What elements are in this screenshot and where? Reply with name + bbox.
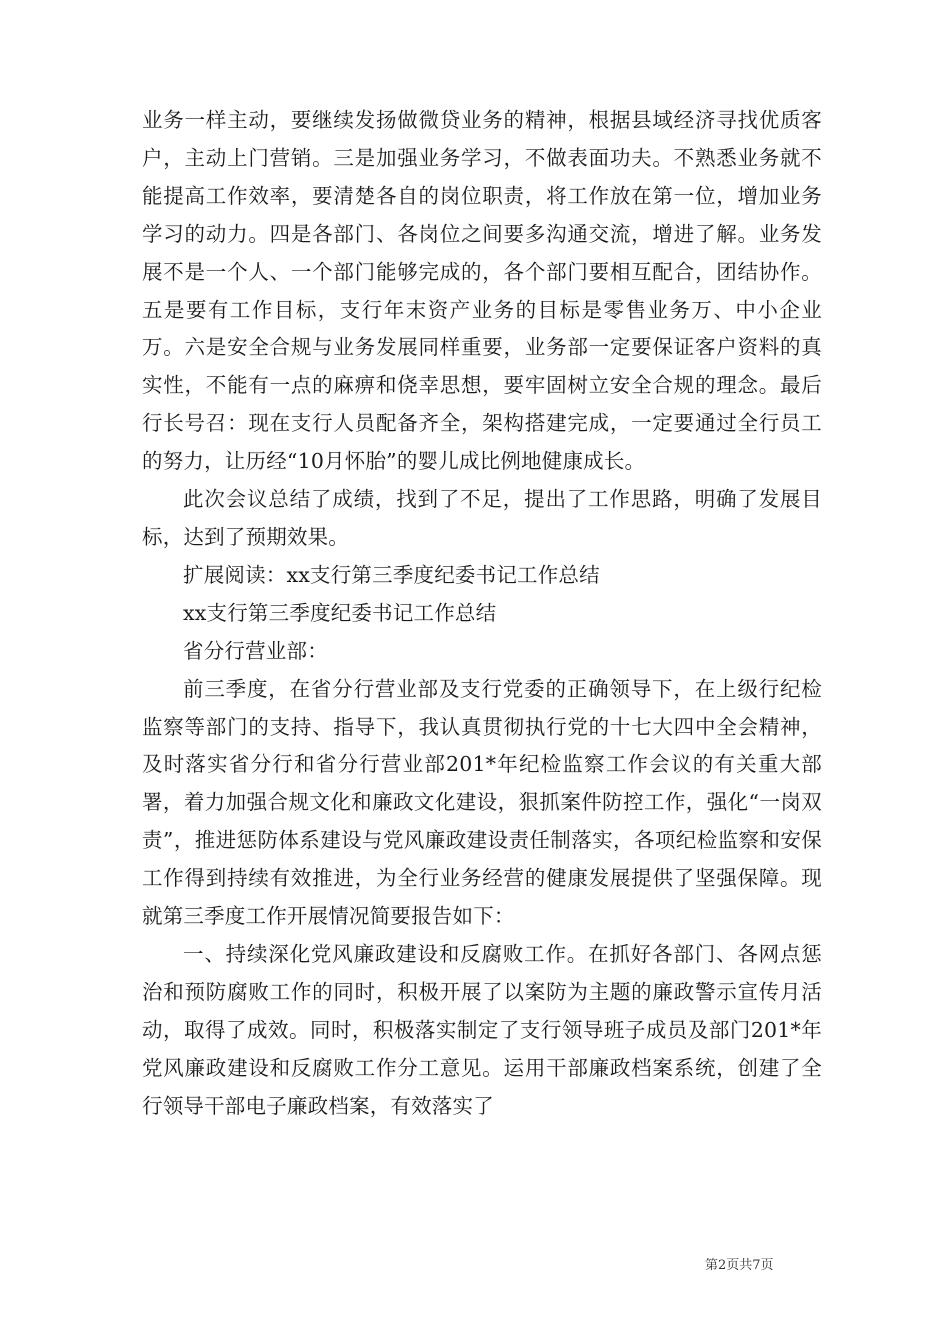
paragraph-intro: 前三季度，在省分行营业部及支行党委的正确领导下，在上级行纪检监察等部门的支持、指导下，我认真贯彻执行党的十七大四中全会精神，及时落实省分行和省分行营业部201*年纪检监察工作会议的有关重大部署，着力加强合规文化和廉政文化建设，狠抓案件防控工作，强化“一岗双责”，推进惩防体系建设与党风廉政建设责任制落实，各项纪检监察和安保工作得到持续有效推进，为全行业务经营的健康发展提供了坚强保障。现就第三季度工作开展情况简要报告如下： — [142, 676, 822, 929]
paragraph-continuation: 业务一样主动，要继续发扬做微贷业务的精神，根据县域经济寻找优质客户，主动上门营销。三是加强业务学习，不做表面功夫。不熟悉业务就不能提高工作效率，要清楚各自的岗位职责，将工作放在第一位，增加业务学习的动力。四是各部门、各岗位之间要多沟通交流，增进了解。业务发展不是一个人、一个部门能够完成的，各个部门要相互配合，团结协作。五是要有工作目标，支行年末资产业务的目标是零售业务万、中小企业万。六是安全合规与业务发展同样重要，业务部一定要保证客户资料的真实性，不能有一点的麻痹和侥幸思想，要牢固树立安全合规的理念。最后行长号召：现在支行人员配备齐全，架构搭建完成，一定要通过全行员工的努力，让历经“10月怀胎”的婴儿成比例地健康成长。 — [142, 108, 822, 474]
document-title: xx支行第三季度纪委书记工作总结 — [183, 600, 497, 625]
document-body — [142, 102, 822, 1125]
paragraph-extended-reading: 扩展阅读：xx支行第三季度纪委书记工作总结 — [183, 562, 600, 587]
paragraph-section-one: 一、持续深化党风廉政建设和反腐败工作。在抓好各部门、各网点惩治和预防腐败工作的同时，积极开展了以案防为主题的廉政警示宣传月活动，取得了成效。同时，积极落实制定了支行领导班子成员及部门201*年党风廉政建设和反腐败工作分工意见。运用干部廉政档案系统，创建了全行领导干部电子廉政档案，有效落实了 — [142, 941, 822, 1118]
paragraph-meeting-summary: 此次会议总结了成绩，找到了不足，提出了工作思路，明确了发展目标，达到了预期效果。 — [142, 487, 822, 549]
salutation: 省分行营业部： — [183, 638, 328, 663]
page-number: 第2页共7页 — [705, 1258, 774, 1273]
